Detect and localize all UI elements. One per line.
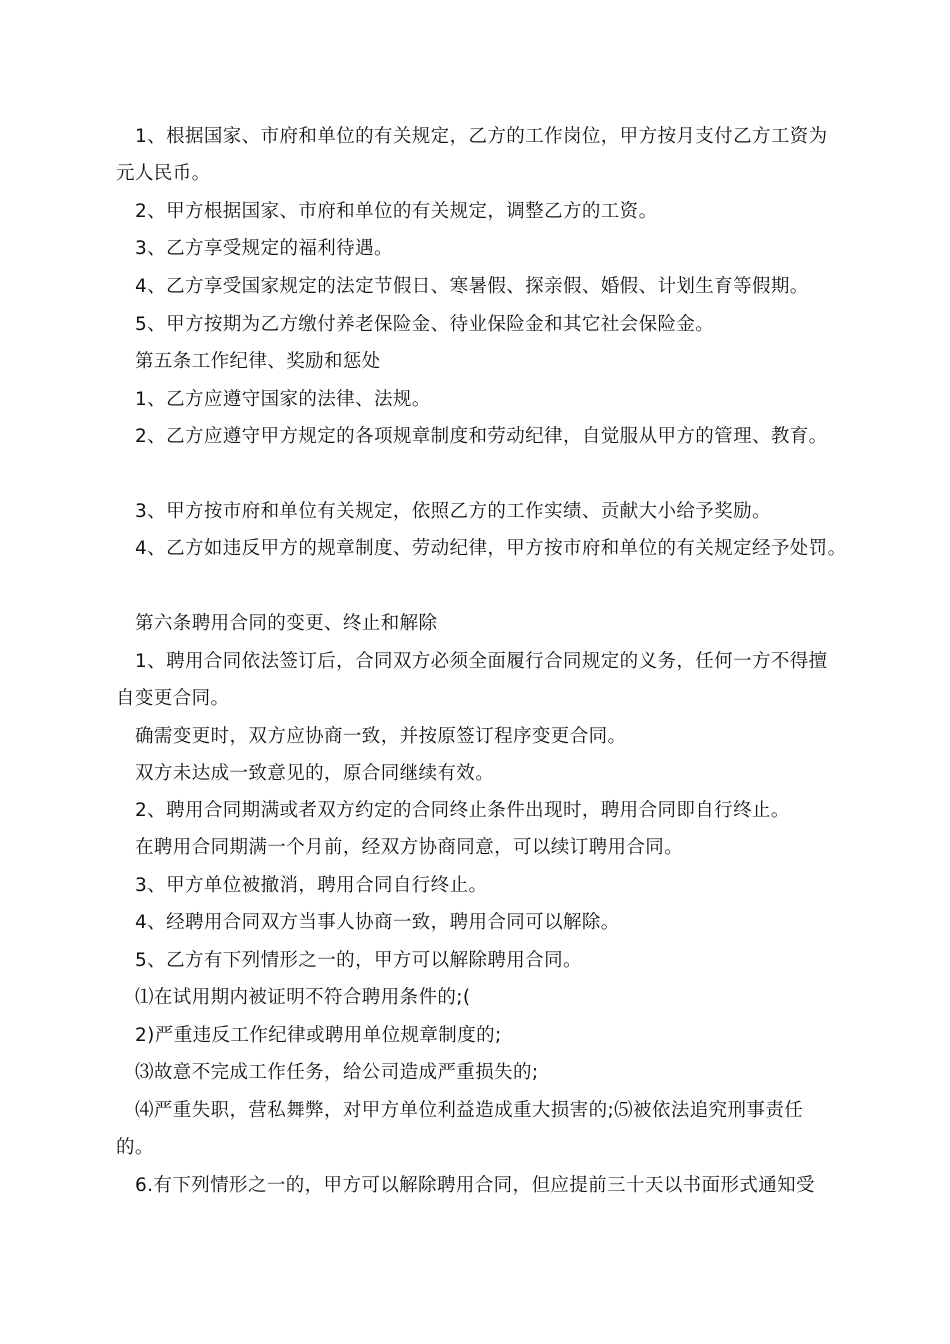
paragraph-line: 4、乙方享受国家规定的法定节假日、寒暑假、探亲假、婚假、计划生育等假期。 [135, 276, 809, 297]
paragraph-line: 1、乙方应遵守国家的法律、法规。 [135, 389, 431, 410]
paragraph-line: 自变更合同。 [116, 688, 230, 709]
paragraph-line: 元人民币。 [116, 163, 211, 184]
paragraph-line: 4、乙方如违反甲方的规章制度、劳动纪律，甲方按市府和单位的有关规定经予处罚。 [135, 538, 847, 559]
paragraph-line: 2)严重违反工作纪律或聘用单位规章制度的; [135, 1025, 502, 1046]
paragraph-line: 双方未达成一致意见的，原合同继续有效。 [135, 763, 495, 784]
paragraph-line: 5、甲方按期为乙方缴付养老保险金、待业保险金和其它社会保险金。 [135, 314, 715, 335]
paragraph-line: 在聘用合同期满一个月前，经双方协商同意，可以续订聘用合同。 [135, 837, 684, 858]
paragraph-line: 的。 [116, 1137, 154, 1158]
paragraph-line: 2、甲方根据国家、市府和单位的有关规定，调整乙方的工资。 [135, 201, 658, 222]
paragraph-line: 3、甲方按市府和单位有关规定，依照乙方的工作实绩、贡献大小给予奖励。 [135, 501, 771, 522]
paragraph-line: ⑴在试用期内被证明不符合聘用条件的;( [135, 987, 471, 1008]
paragraph-line: 1、聘用合同依法签订后，合同双方必须全面履行合同规定的义务，任何一方不得擅 [135, 651, 828, 672]
paragraph-line: ⑶故意不完成工作任务，给公司造成严重损失的; [135, 1062, 539, 1083]
paragraph-line: 确需变更时，双方应协商一致，并按原签订程序变更合同。 [135, 726, 627, 747]
paragraph-line: 5、乙方有下列情形之一的，甲方可以解除聘用合同。 [135, 950, 582, 971]
section-heading: 第五条工作纪律、奖励和惩处 [135, 351, 381, 372]
section-heading: 第六条聘用合同的变更、终止和解除 [135, 613, 438, 634]
paragraph-line: 4、经聘用合同双方当事人协商一致，聘用合同可以解除。 [135, 912, 620, 933]
paragraph-line: 2、乙方应遵守甲方规定的各项规章制度和劳动纪律，自觉服从甲方的管理、教育。 [135, 426, 828, 447]
paragraph-line: 3、甲方单位被撤消，聘用合同自行终止。 [135, 875, 488, 896]
paragraph-line: ⑷严重失职，营私舞弊，对甲方单位利益造成重大损害的;⑸被依法追究刑事责任 [135, 1100, 804, 1121]
paragraph-line: 1、根据国家、市府和单位的有关规定，乙方的工作岗位，甲方按月支付乙方工资为 [135, 126, 828, 147]
paragraph-line: 3、乙方享受规定的福利待遇。 [135, 238, 393, 259]
paragraph-line: 6.有下列情形之一的，甲方可以解除聘用合同，但应提前三十天以书面形式通知受 [135, 1175, 815, 1196]
paragraph-line: 2、聘用合同期满或者双方约定的合同终止条件出现时，聘用合同即自行终止。 [135, 800, 790, 821]
